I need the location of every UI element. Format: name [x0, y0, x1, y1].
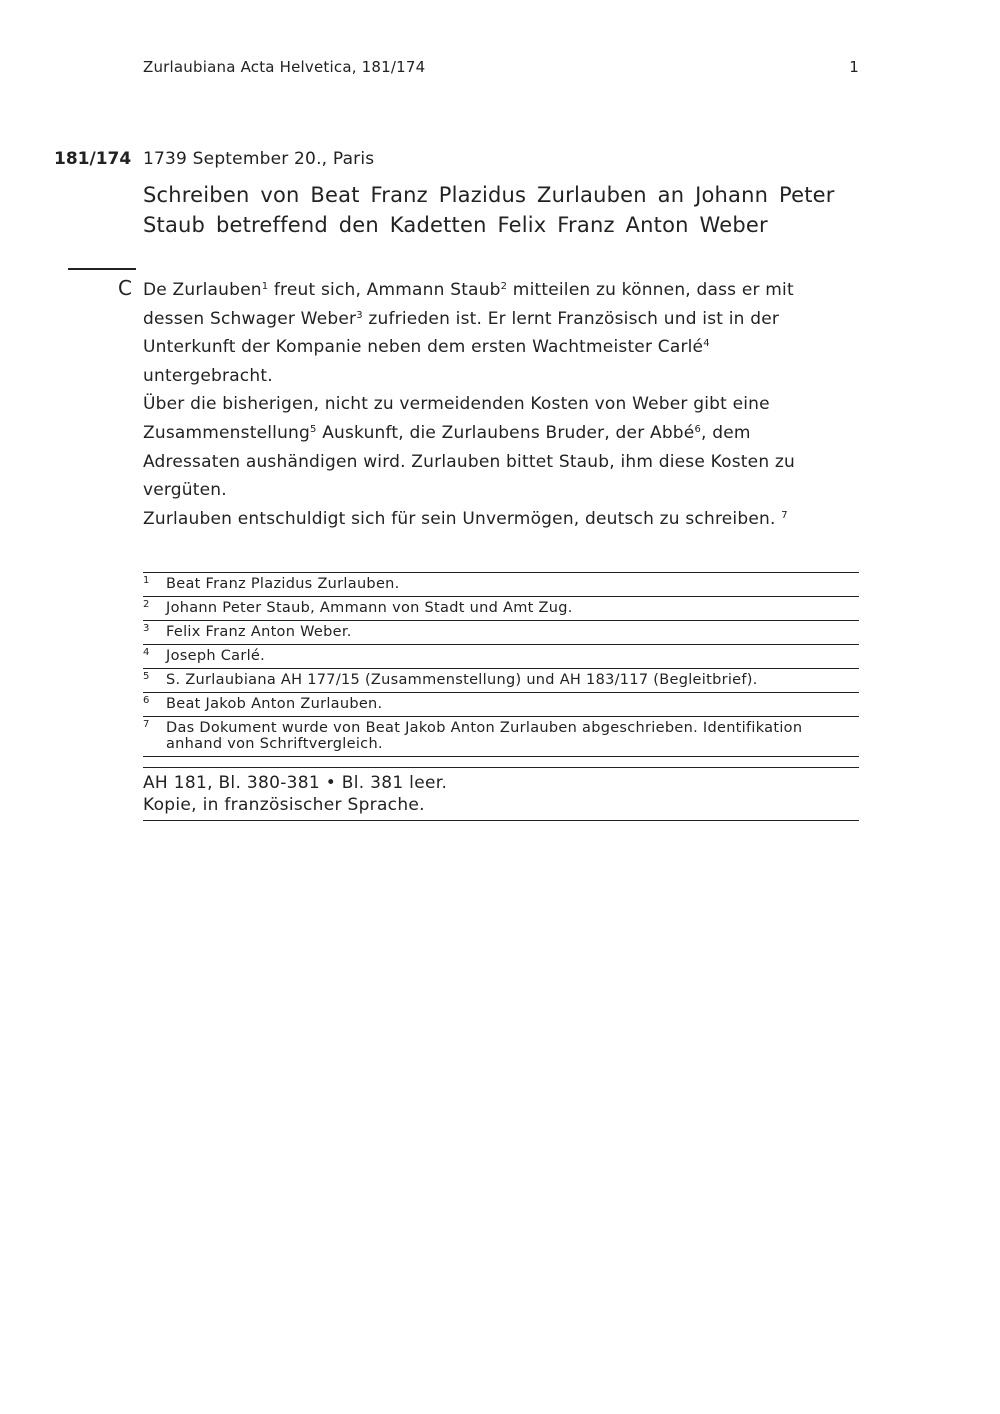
footnote-number: 4	[143, 647, 150, 658]
document-title: Schreiben von Beat Franz Plazidus Zurlauben an Johann Peter Staub betreffend den Kadetten Felix Franz Anton Weber	[143, 183, 835, 237]
document-number: 181/174	[54, 149, 132, 169]
summary-text: De Zurlauben	[143, 280, 262, 300]
footnote-number: 1	[143, 575, 150, 586]
summary-text: Über die bisherigen, nicht zu vermeidenden Kosten von Weber gibt eine Zusammenstellung	[143, 394, 770, 443]
copy-mark: C	[118, 276, 132, 300]
footnote	[143, 573, 859, 597]
summary-text: Zurlauben entschuldigt sich für sein Unvermögen, deutsch zu schreiben.	[143, 508, 782, 529]
source-note	[143, 767, 859, 821]
source-line: AH 181, Bl. 380-381 • Bl. 381 leer.	[143, 773, 448, 793]
footnote-ref[interactable]: 4	[703, 338, 710, 350]
summary-paragraph	[143, 505, 833, 534]
footnote-text: Johann Peter Staub, Ammann von Stadt und Amt Zug.	[166, 600, 573, 616]
footnote-text: Joseph Carlé.	[166, 648, 266, 664]
footnote	[143, 669, 859, 693]
footnote-text: Felix Franz Anton Weber.	[166, 624, 352, 640]
summary-text: Auskunft, die Zurlaubens Bruder, der Abbé	[316, 422, 695, 443]
footnote	[143, 693, 859, 717]
running-header	[143, 58, 859, 76]
footnote	[143, 645, 859, 669]
summary-text: freut sich, Ammann Staub	[268, 280, 501, 300]
summary-text: , dem Adressaten aushändigen wird. Zurlauben bittet Staub, ihm diese Kosten zu vergüten.	[143, 422, 795, 501]
footnote-number: 5	[143, 671, 150, 682]
footnote-number: 2	[143, 599, 150, 610]
footnote-ref[interactable]: 1	[261, 281, 269, 292]
footnote-text: Beat Jakob Anton Zurlauben.	[166, 696, 383, 712]
footnote-ref[interactable]: 2	[500, 281, 508, 292]
footnotes	[143, 572, 859, 757]
footnote-ref[interactable]: 5	[310, 423, 317, 435]
footnote-ref[interactable]: 3	[356, 309, 363, 321]
summary-text: untergebracht.	[143, 365, 273, 386]
footnote-number: 7	[143, 719, 150, 730]
running-title: Zurlaubiana Acta Helvetica, 181/174	[143, 58, 426, 76]
summary	[143, 276, 833, 533]
page-number: 1	[849, 58, 859, 76]
summary-text: mitteilen zu können, dass er mit dessen Schwager Weber	[143, 280, 794, 329]
margin-rule	[68, 268, 136, 270]
summary-paragraph	[143, 390, 833, 504]
footnote-text: Das Dokument wurde von Beat Jakob Anton Zurlauben abgeschrieben. Identifikation anhand von Schriftvergleich.	[166, 720, 803, 752]
footnote-ref[interactable]: 7	[781, 509, 788, 521]
footnote-text: S. Zurlaubiana AH 177/15 (Zusammenstellung) und AH 183/117 (Begleitbrief).	[166, 672, 758, 688]
summary-text: zufrieden ist. Er lernt Französisch und ist in der Unterkunft der Kompanie neben dem ersten Wachtmeister Carlé	[143, 308, 780, 358]
footnote-text: Beat Franz Plazidus Zurlauben.	[166, 576, 400, 592]
footnote-number: 3	[143, 623, 150, 634]
footnote-number: 6	[143, 695, 150, 706]
footnote-ref[interactable]: 6	[694, 423, 702, 435]
footnote	[143, 597, 859, 621]
date-place: 1739 September 20., Paris	[143, 149, 375, 169]
summary-paragraph	[143, 276, 833, 390]
footnote	[143, 621, 859, 645]
footnote	[143, 717, 859, 757]
source-line: Kopie, in französischer Sprache.	[143, 795, 425, 815]
